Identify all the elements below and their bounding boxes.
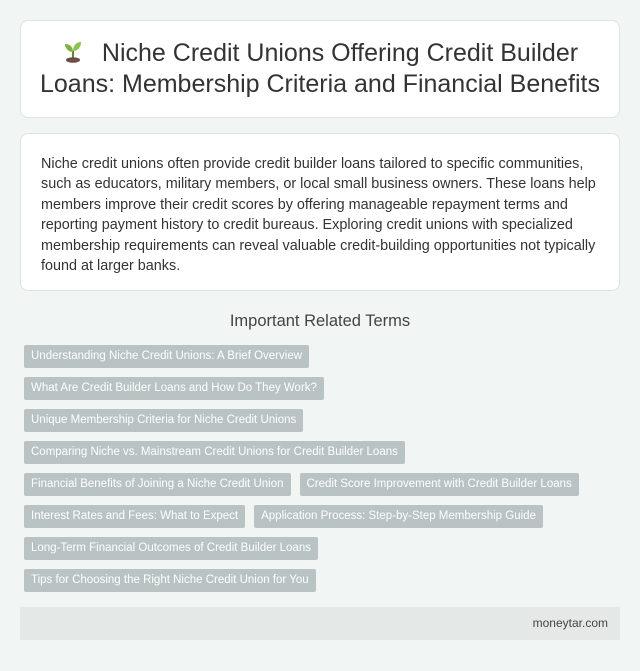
related-term-tag[interactable]: Credit Score Improvement with Credit Builder Loans — [300, 473, 579, 496]
related-term-tag[interactable]: Comparing Niche vs. Mainstream Credit Unions for Credit Builder Loans — [24, 441, 405, 464]
related-term-tag[interactable]: Interest Rates and Fees: What to Expect — [24, 505, 245, 528]
related-term-tag[interactable]: Tips for Choosing the Right Niche Credit Union for You — [24, 569, 316, 592]
related-term-tag[interactable]: Application Process: Step-by-Step Membership Guide — [254, 505, 543, 528]
page-title-text: Niche Credit Unions Offering Credit Builder Loans: Membership Criteria and Financial Benefits — [40, 39, 600, 98]
related-term-tag[interactable]: Understanding Niche Credit Unions: A Brief Overview — [24, 345, 309, 368]
footer-site-link[interactable]: moneytar.com — [532, 616, 608, 630]
related-term-tag[interactable]: Unique Membership Criteria for Niche Credit Unions — [24, 409, 303, 432]
intro-text: Niche credit unions often provide credit builder loans tailored to specific communities, such as educators, military members, or local small business owners. These loans help members improve their credit scores by offering manageable repayment terms and reporting payment history to credit bureaus. Exploring credit unions with specialized membership requirements can reveal valuable credit-building opportunities not typically found at larger banks. — [41, 156, 596, 275]
related-term-tag[interactable]: What Are Credit Builder Loans and How Do They Work? — [24, 377, 324, 400]
footer — [20, 607, 620, 640]
related-terms-list — [24, 345, 624, 601]
related-term-tag[interactable]: Financial Benefits of Joining a Niche Credit Union — [24, 473, 291, 496]
title-card — [20, 20, 620, 118]
sprout-icon — [62, 39, 84, 63]
intro-card — [20, 133, 620, 291]
related-terms-heading: Important Related Terms — [229, 312, 411, 330]
page-title — [21, 38, 619, 100]
related-term-tag[interactable]: Long-Term Financial Outcomes of Credit Builder Loans — [24, 537, 318, 560]
